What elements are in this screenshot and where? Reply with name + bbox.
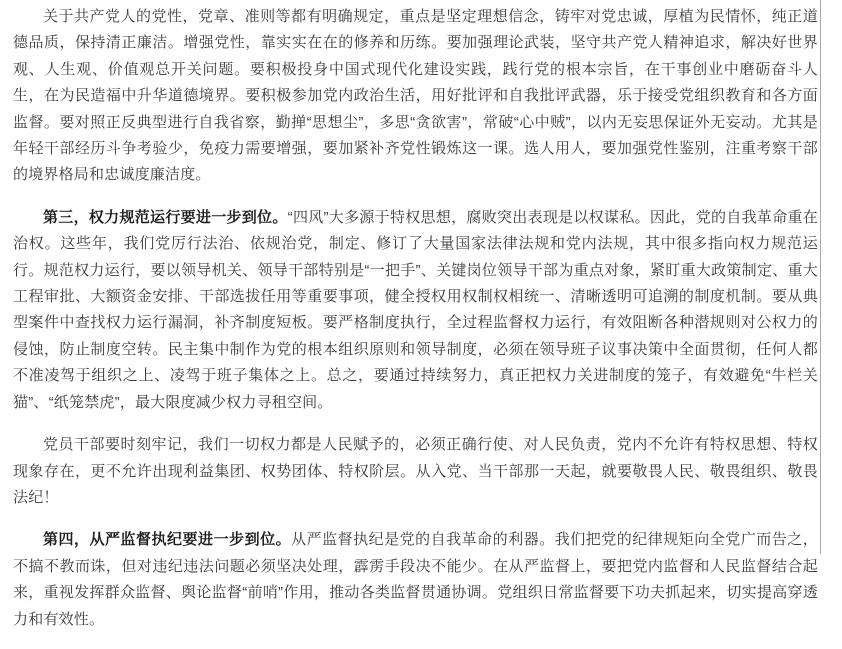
paragraph-1: [13, 4, 818, 189]
paragraph-2-lead: 第三，权力规范运行要进一步到位。: [43, 208, 288, 226]
paragraph-3-text: 党员干部要时刻牢记，我们一切权力都是人民赋予的，必须正确行使、对人民负责，党内不允许有特权思想、特权现象存在，更不允许出现利益集团、权势团体、特权阶层。从入党、当干部那一天起，就要敬畏人民、敬畏组织、敬畏法纪！: [13, 436, 818, 506]
paragraph-1-text: 关于共产党人的党性，党章、准则等都有明确规定，重点是坚定理想信念，铸牢对党忠诚，厚植为民情怀，纯正道德品质，保持清正廉洁。增强党性，靠实实在在的修养和历练。要加强理论武装，坚守共产党人精神追求，解决好世界观、人生观、价值观总开关问题。要积极投身中国式现代化建设实践，践行党的根本宗旨，在干事创业中磨砺奋斗人生，在为民造福中升华道德境界。要积极参加党内政治生活，用好批评和自我批评武器，乐于接受党组织教育和各方面监督。要对照正反典型进行自我省察，勤掸“思想尘”，多思“贪欲害”，常破“心中贼”，以内无妄思保证外无妄动。尤其是年轻干部经历斗争考验少，免疫力需要增强，要加紧补齐党性锻炼这一课。选人用人，要加强党性鉴别，注重考察干部的境界格局和忠诚度廉洁度。: [13, 8, 818, 184]
article-body: [13, 0, 818, 649]
paragraph-4-text: 从严监督执纪是党的自我革命的利器。我们把党的纪律规矩向全党广而告之，不搞不教而诛，但对违纪违法问题必须坚决处理，霹雳手段决不能少。在从严监督上，要把党内监督和人民监督结合起来，重视发挥群众监督、舆论监督“前哨”作用，推动各类监督贯通协调。党组织日常监督要下功夫抓起来，切实提高穿透力和有效性。: [13, 531, 819, 628]
paragraph-4: [13, 527, 818, 633]
paragraph-2: [13, 205, 818, 416]
content-right-border-line: [820, 0, 821, 554]
paragraph-4-lead: 第四，从严监督执纪要进一步到位。: [43, 531, 292, 549]
paragraph-3: [13, 432, 818, 511]
paragraph-2-text: “四风”大多源于特权思想，腐败突出表现是以权谋私。因此，党的自我革命重在治权。这些年，我们党厉行法治、依规治党，制定、修订了大量国家法律法规和党内法规，其中很多指向权力规范运行。规范权力运行，要以领导机关、领导干部特别是“一把手”、关键岗位领导干部为重点对象，紧盯重大政策制定、重大工程审批、大额资金安排、干部选拔任用等重要事项，健全授权用权制权相统一、清晰透明可追溯的制度机制。要从典型案件中查找权力运行漏洞，补齐制度短板。要严格制度执行，全过程监督权力运行，有效阻断各种潜规则对公权力的侵蚀，防止制度空转。民主集中制作为党的根本组织原则和领导制度，必须在领导班子议事决策中全面贯彻，任何人都不准凌驾于组织之上、凌驾于班子集体之上。总之，要通过持续努力，真正把权力关进制度的笼子，有效避免“牛栏关猫”、“纸笼禁虎”，最大限度减少权力寻租空间。: [13, 208, 819, 411]
